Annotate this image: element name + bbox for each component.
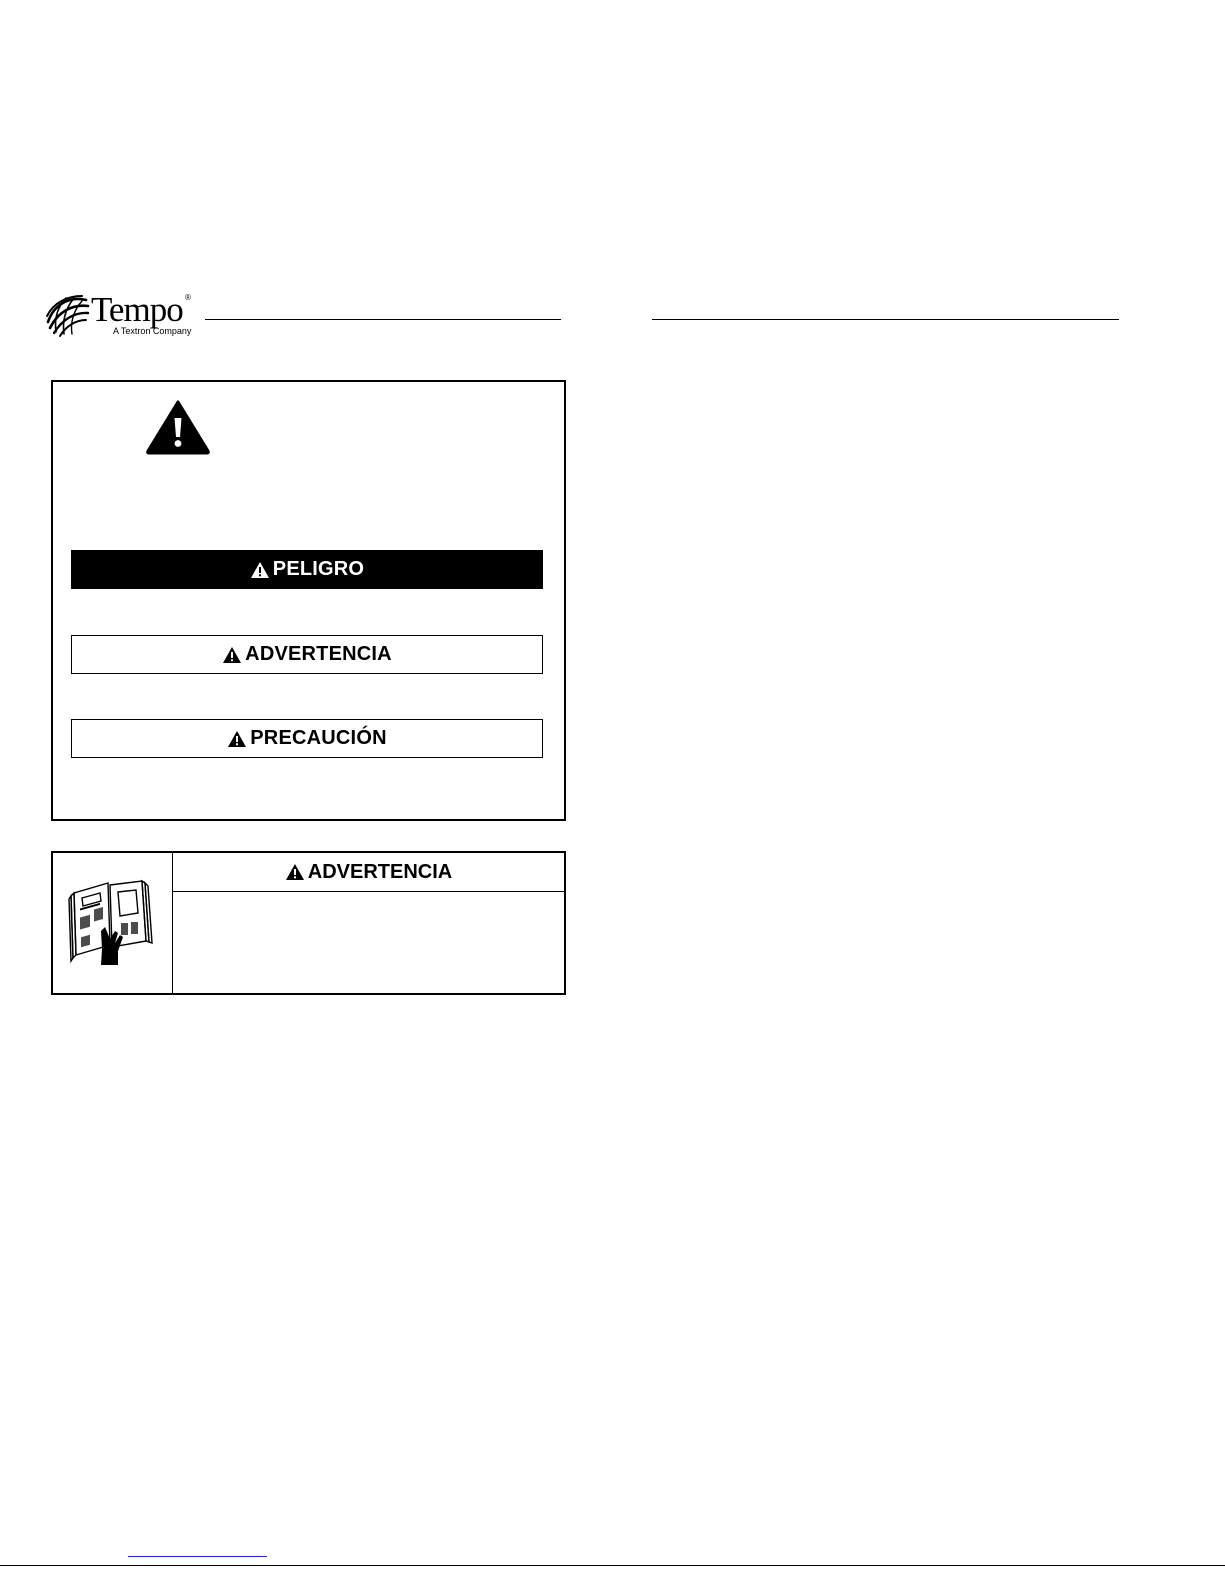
logo-wordmark: Tempo bbox=[91, 290, 183, 329]
manual-warning-header-text: ADVERTENCIA bbox=[307, 860, 453, 883]
tempo-logo bbox=[44, 292, 204, 342]
globe-logo-icon bbox=[44, 292, 90, 338]
header-rule-left bbox=[205, 319, 561, 320]
warning-label-text: ADVERTENCIA bbox=[245, 643, 392, 665]
safety-symbols-box bbox=[51, 380, 566, 821]
warning-triangle-small-icon bbox=[285, 863, 305, 881]
danger-label bbox=[71, 550, 543, 589]
caution-label-text: PRECAUCIÓN bbox=[250, 727, 387, 749]
warning-label bbox=[71, 635, 543, 674]
read-manual-warning-box bbox=[51, 851, 566, 995]
warning-triangle-icon bbox=[145, 399, 211, 455]
warning-triangle-small-icon bbox=[222, 646, 242, 664]
footer-link-underline[interactable] bbox=[128, 1556, 267, 1557]
read-manual-icon bbox=[68, 879, 158, 967]
warning-triangle-small-icon bbox=[250, 561, 270, 579]
registered-mark: ® bbox=[185, 293, 191, 302]
page-bottom-rule bbox=[0, 1565, 1225, 1566]
logo-tagline: A Textron Company bbox=[113, 326, 192, 336]
caution-label bbox=[71, 719, 543, 758]
danger-label-text: PELIGRO bbox=[272, 558, 365, 580]
manual-warning-header bbox=[173, 853, 564, 892]
header-rule-right bbox=[652, 319, 1119, 320]
warning-triangle-small-icon bbox=[227, 730, 247, 748]
